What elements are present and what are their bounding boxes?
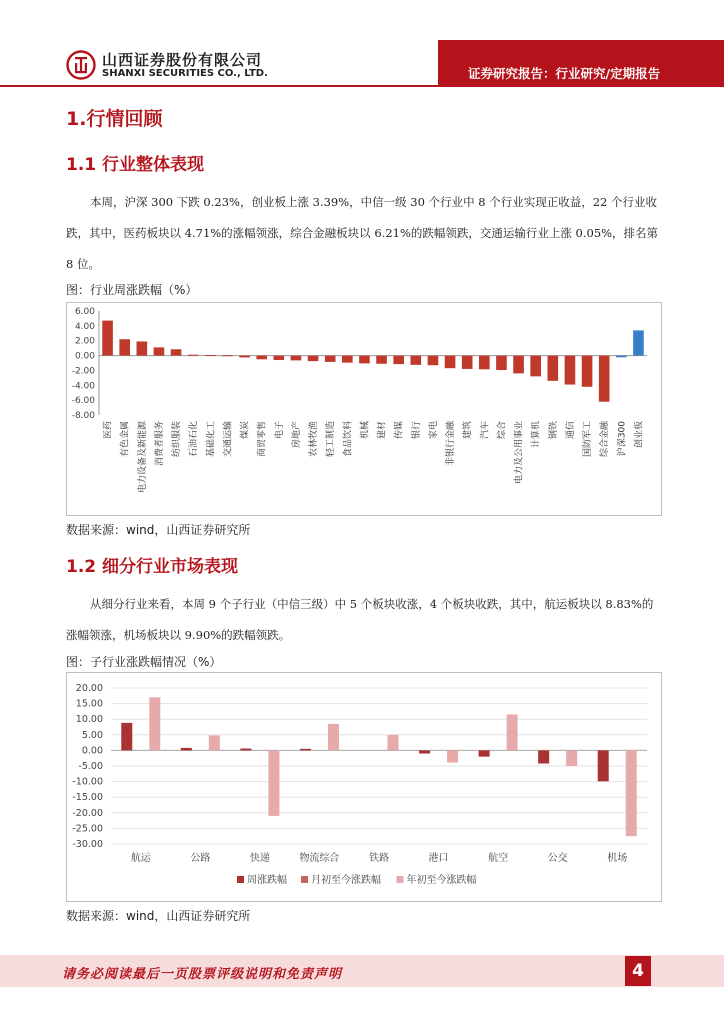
x-tick-label: 计算机 <box>531 421 542 449</box>
bar-周涨跌幅-公交 <box>538 750 549 763</box>
legend-swatch <box>397 876 404 883</box>
x-tick-label: 航空 <box>488 853 509 864</box>
bar-煤炭 <box>239 356 250 358</box>
company-name-cn: 山西证券股份有限公司 <box>102 51 263 69</box>
bar-年初至今涨跌幅-公路 <box>209 735 220 750</box>
paragraph-industry-overview: 本周，沪深 300 下跌 0.23%，创业板上涨 3.39%，中信一级 30 个行业中 8 个行业实现正收益，22 个行业收跌，其中，医药板块以 4.71%的涨幅领涨，综合金融板块以 6.21%的跌幅领跌，交通运输行业上涨 0.05%，排名第 8 位。 <box>66 195 659 271</box>
x-tick-label: 通信 <box>565 421 576 440</box>
y-tick-label: -10.00 <box>72 776 103 788</box>
x-tick-label: 交通运输 <box>223 421 234 458</box>
bar-消费者服务 <box>154 347 165 355</box>
x-tick-label: 公交 <box>547 853 568 864</box>
x-tick-label: 家电 <box>428 421 439 440</box>
bar-家电 <box>428 356 439 366</box>
bar-农林牧渔 <box>308 356 319 362</box>
y-tick-label: 5.00 <box>81 729 103 741</box>
bar-沪深300 <box>616 356 627 358</box>
bar-纺织服装 <box>171 349 182 355</box>
x-tick-label: 航运 <box>130 853 151 864</box>
chart-subindustry-change <box>67 673 661 901</box>
x-tick-label: 商贸零售 <box>257 421 268 458</box>
x-tick-label: 电力设备及新能源 <box>137 421 148 494</box>
y-tick-label: -20.00 <box>72 807 103 819</box>
report-type-label: 证券研究报告：行业研究/定期报告 <box>468 66 661 81</box>
x-tick-label: 电力及公用事业 <box>514 421 525 485</box>
bar-建材 <box>376 356 387 364</box>
bar-创业板 <box>633 330 644 355</box>
chart-frame-industry <box>66 302 662 516</box>
x-tick-label: 机械 <box>360 421 371 440</box>
x-tick-label: 综合 <box>497 421 508 440</box>
bar-周涨跌幅-公路 <box>181 748 192 750</box>
bar-通信 <box>565 356 576 385</box>
bar-周涨跌幅-航空 <box>479 750 490 756</box>
bar-国防军工 <box>582 356 593 387</box>
x-tick-label: 煤炭 <box>240 421 251 440</box>
chart-industry-weekly-change <box>67 303 661 515</box>
y-tick-label: -25.00 <box>72 823 103 835</box>
company-logo-icon <box>66 50 96 80</box>
bar-周涨跌幅-机场 <box>598 750 609 781</box>
chart-frame-subindustry <box>66 672 662 902</box>
x-tick-label: 机场 <box>607 853 628 864</box>
x-tick-label: 传媒 <box>394 421 405 440</box>
y-tick-label: 6.00 <box>74 307 95 317</box>
bar-有色金属 <box>119 339 130 355</box>
legend-label: 月初至今涨跌幅 <box>311 875 381 886</box>
paragraph-subindustry: 从细分行业来看，本周 9 个子行业（中信三级）中 5 个板块收涨，4 个板块收跌，其中，航运板块以 8.83%的涨幅领涨，机场板块以 9.90%的跌幅领跌。 <box>66 597 654 642</box>
bar-综合金融 <box>599 356 610 402</box>
bar-电力及公用事业 <box>513 356 524 374</box>
x-tick-label: 物流综合 <box>299 853 340 864</box>
section-title: 1.行情回顾 <box>66 108 163 130</box>
x-tick-label: 食品饮料 <box>343 421 354 458</box>
bar-年初至今涨跌幅-航空 <box>507 715 518 751</box>
figure-source-2: 数据来源：wind，山西证券研究所 <box>66 909 251 923</box>
y-tick-label: -4.00 <box>71 381 95 392</box>
bar-综合 <box>496 356 507 370</box>
x-tick-label: 国防军工 <box>583 421 594 458</box>
bar-机械 <box>359 356 370 364</box>
bar-年初至今涨跌幅-航运 <box>149 697 160 750</box>
x-tick-label: 石油石化 <box>189 421 200 458</box>
y-tick-label: -6.00 <box>71 396 95 407</box>
bar-建筑 <box>462 356 473 369</box>
footer-disclaimer: 请务必阅读最后一页股票评级说明和免责声明 <box>62 967 343 982</box>
x-tick-label: 轻工制造 <box>326 421 337 458</box>
bar-非银行金融 <box>445 356 456 369</box>
x-tick-label: 港口 <box>428 853 449 864</box>
y-tick-label: -15.00 <box>72 792 103 804</box>
bar-年初至今涨跌幅-公交 <box>566 750 577 766</box>
header-rule <box>0 85 724 87</box>
y-tick-label: 4.00 <box>74 321 95 332</box>
x-tick-label: 有色金属 <box>120 421 131 458</box>
bar-周涨跌幅-航运 <box>121 723 132 751</box>
x-tick-label: 纺织服装 <box>172 421 183 458</box>
bar-钢铁 <box>548 356 559 381</box>
bar-医药 <box>102 321 113 356</box>
y-tick-label: -8.00 <box>71 411 95 421</box>
y-tick-label: 0.00 <box>81 745 103 757</box>
y-tick-label: -30.00 <box>72 839 103 850</box>
y-tick-label: 20.00 <box>75 683 103 694</box>
bar-年初至今涨跌幅-铁路 <box>388 735 399 751</box>
y-tick-label: 0.00 <box>74 351 95 362</box>
legend-label: 周涨跌幅 <box>247 875 287 886</box>
bar-年初至今涨跌幅-物流综合 <box>328 724 339 751</box>
subsection-title-1: 1.1 行业整体表现 <box>66 155 205 175</box>
bar-商贸零售 <box>256 356 267 360</box>
bar-电力设备及新能源 <box>137 341 148 355</box>
x-tick-label: 钢铁 <box>548 421 559 440</box>
x-tick-label: 消费者服务 <box>154 421 165 467</box>
x-tick-label: 综合金融 <box>600 421 611 458</box>
page-number: 4 <box>625 956 651 986</box>
x-tick-label: 非银行金融 <box>446 421 457 467</box>
x-tick-label: 铁路 <box>369 853 389 864</box>
bar-传媒 <box>393 356 404 365</box>
x-tick-label: 汽车 <box>480 421 491 440</box>
y-tick-label: -2.00 <box>71 366 95 377</box>
bar-计算机 <box>530 356 541 377</box>
x-tick-label: 快递 <box>249 853 270 864</box>
x-tick-label: 基础化工 <box>206 421 217 458</box>
y-tick-label: -5.00 <box>78 761 103 772</box>
bar-交通运输 <box>222 355 233 356</box>
bar-周涨跌幅-港口 <box>419 750 430 753</box>
subsection-title-2: 1.2 细分行业市场表现 <box>66 557 239 577</box>
x-tick-label: 农林牧渔 <box>309 421 320 458</box>
x-tick-label: 创业板 <box>634 421 645 449</box>
y-tick-label: 10.00 <box>75 714 103 726</box>
x-tick-label: 建筑 <box>463 421 474 440</box>
bar-周涨跌幅-快递 <box>240 749 251 751</box>
figure-caption-1: 图：行业周涨跌幅（%） <box>66 283 198 297</box>
bar-汽车 <box>479 356 490 370</box>
x-tick-label: 建材 <box>377 421 388 440</box>
y-tick-label: 15.00 <box>75 698 103 710</box>
bar-房地产 <box>291 356 302 361</box>
x-tick-label: 房地产 <box>291 421 302 449</box>
bar-石油石化 <box>188 355 199 356</box>
company-name-en: SHANXI SECURITIES CO., LTD. <box>102 68 268 79</box>
x-tick-label: 公路 <box>190 853 211 864</box>
legend-swatch <box>301 876 308 883</box>
y-tick-label: 2.00 <box>74 336 95 347</box>
figure-caption-2: 图：子行业涨跌幅情况（%） <box>66 655 222 669</box>
bar-电子 <box>274 356 285 360</box>
bar-年初至今涨跌幅-港口 <box>447 750 458 762</box>
bar-周涨跌幅-物流综合 <box>300 749 311 751</box>
bar-银行 <box>411 356 422 365</box>
bar-基础化工 <box>205 355 216 356</box>
bar-年初至今涨跌幅-快递 <box>268 750 279 816</box>
x-tick-label: 沪深300 <box>617 421 628 457</box>
legend-swatch <box>237 876 244 883</box>
x-tick-label: 银行 <box>411 421 422 440</box>
x-tick-label: 医药 <box>103 421 114 440</box>
x-tick-label: 电子 <box>274 421 285 440</box>
figure-source-1: 数据来源：wind，山西证券研究所 <box>66 523 251 537</box>
bar-食品饮料 <box>342 356 353 363</box>
bar-轻工制造 <box>325 356 336 362</box>
legend-label: 年初至今涨跌幅 <box>406 875 477 886</box>
bar-年初至今涨跌幅-机场 <box>626 750 637 836</box>
